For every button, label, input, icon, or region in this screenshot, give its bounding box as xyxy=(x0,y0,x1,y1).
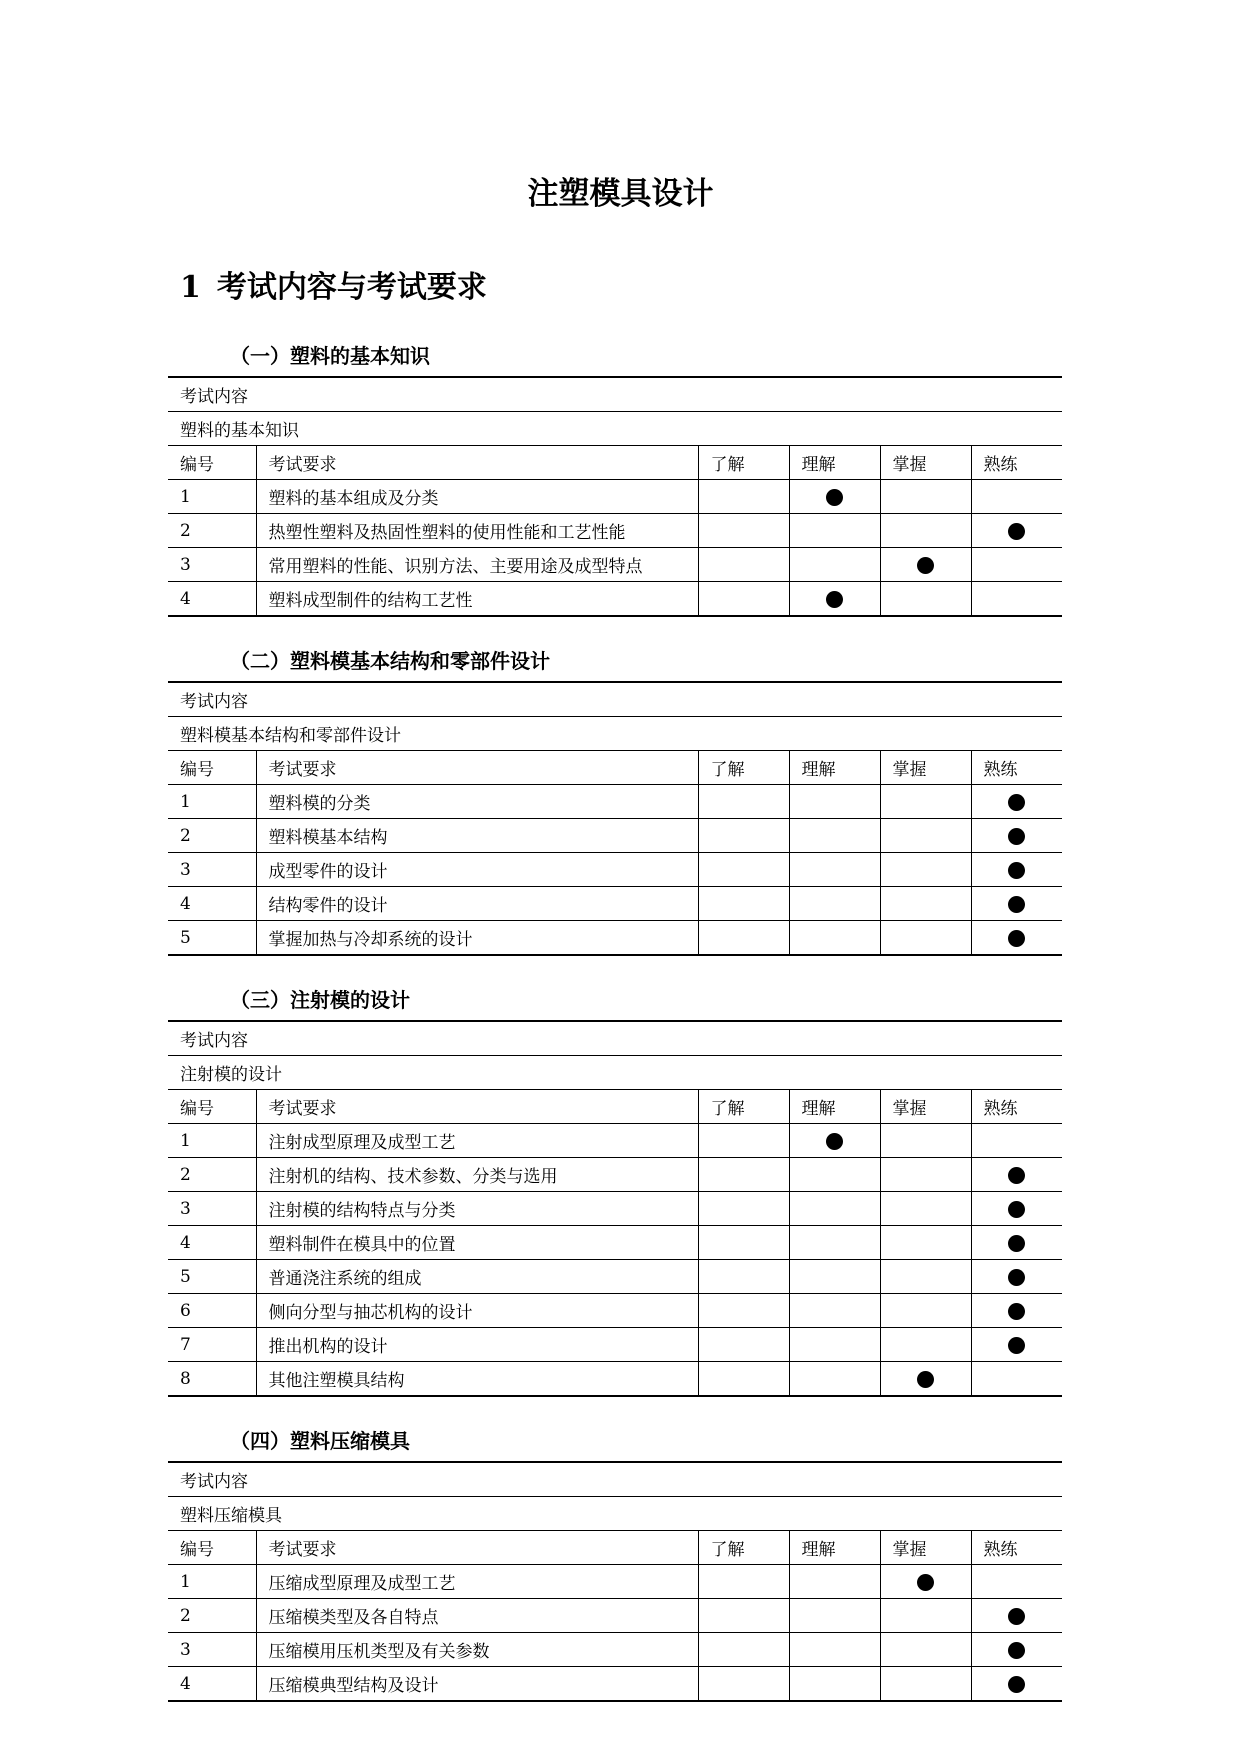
header-level: 理解 xyxy=(789,751,880,785)
level-cell xyxy=(971,853,1062,887)
section-title: （一）塑料的基本知识 xyxy=(230,344,430,368)
level-cell xyxy=(789,785,880,819)
table-row xyxy=(168,921,1062,956)
row-requirement: 压缩模类型及各自特点 xyxy=(256,1599,698,1633)
table-row xyxy=(168,582,1062,617)
row-number: 8 xyxy=(168,1362,256,1397)
level-cell xyxy=(880,921,971,956)
filled-dot-icon xyxy=(1008,1235,1025,1252)
table-row xyxy=(168,1158,1062,1192)
level-cell xyxy=(698,514,789,548)
level-cell xyxy=(971,1226,1062,1260)
row-number: 4 xyxy=(168,1667,256,1702)
filled-dot-icon xyxy=(917,1574,934,1591)
document-title: 注塑模具设计 xyxy=(527,176,714,212)
row-requirement: 侧向分型与抽芯机构的设计 xyxy=(256,1294,698,1328)
content-label-row xyxy=(168,377,1062,412)
level-cell xyxy=(698,853,789,887)
exam-section xyxy=(168,988,1061,1397)
header-row xyxy=(168,751,1062,785)
table-row xyxy=(168,1124,1062,1158)
level-cell xyxy=(880,887,971,921)
row-requirement: 成型零件的设计 xyxy=(256,853,698,887)
row-number: 1 xyxy=(168,1124,256,1158)
level-cell xyxy=(698,548,789,582)
row-requirement: 掌握加热与冷却系统的设计 xyxy=(256,921,698,956)
filled-dot-icon xyxy=(1008,1303,1025,1320)
level-cell xyxy=(971,1124,1062,1158)
level-cell xyxy=(698,1599,789,1633)
topic-row xyxy=(168,1056,1062,1090)
content-label: 考试内容 xyxy=(168,682,1062,717)
header-row xyxy=(168,1090,1062,1124)
filled-dot-icon xyxy=(1008,1676,1025,1693)
level-cell xyxy=(880,785,971,819)
content-label-row xyxy=(168,1462,1062,1497)
table-row xyxy=(168,1226,1062,1260)
level-cell xyxy=(789,1226,880,1260)
level-cell xyxy=(971,1667,1062,1702)
level-cell xyxy=(789,1260,880,1294)
section-heading-number: 1 xyxy=(180,270,201,305)
row-requirement: 结构零件的设计 xyxy=(256,887,698,921)
level-cell xyxy=(971,1565,1062,1599)
header-requirement: 考试要求 xyxy=(256,446,698,480)
level-cell xyxy=(698,1158,789,1192)
level-cell xyxy=(971,1260,1062,1294)
row-requirement: 常用塑料的性能、识别方法、主要用途及成型特点 xyxy=(256,548,698,582)
header-level: 了解 xyxy=(698,1090,789,1124)
row-number: 4 xyxy=(168,1226,256,1260)
level-cell xyxy=(880,1192,971,1226)
row-requirement: 压缩模用压机类型及有关参数 xyxy=(256,1633,698,1667)
header-no: 编号 xyxy=(168,1531,256,1565)
row-number: 4 xyxy=(168,582,256,617)
level-cell xyxy=(971,548,1062,582)
header-requirement: 考试要求 xyxy=(256,1531,698,1565)
level-cell xyxy=(698,1362,789,1397)
row-number: 2 xyxy=(168,1599,256,1633)
row-number: 7 xyxy=(168,1328,256,1362)
filled-dot-icon xyxy=(1008,1167,1025,1184)
level-cell xyxy=(789,1362,880,1397)
filled-dot-icon xyxy=(1008,1608,1025,1625)
level-cell xyxy=(971,1633,1062,1667)
header-level: 了解 xyxy=(698,1531,789,1565)
level-cell xyxy=(698,480,789,514)
level-cell xyxy=(789,1667,880,1702)
header-level: 理解 xyxy=(789,1090,880,1124)
header-level: 了解 xyxy=(698,751,789,785)
level-cell xyxy=(789,1599,880,1633)
table-row xyxy=(168,514,1062,548)
level-cell xyxy=(789,1192,880,1226)
row-number: 3 xyxy=(168,548,256,582)
level-cell xyxy=(880,548,971,582)
topic-cell: 注射模的设计 xyxy=(168,1056,1062,1090)
filled-dot-icon xyxy=(1008,862,1025,879)
header-row xyxy=(168,446,1062,480)
level-cell xyxy=(971,921,1062,956)
row-number: 5 xyxy=(168,921,256,956)
row-number: 1 xyxy=(168,480,256,514)
level-cell xyxy=(971,1362,1062,1397)
level-cell xyxy=(698,887,789,921)
row-requirement: 压缩模典型结构及设计 xyxy=(256,1667,698,1702)
requirements-table xyxy=(168,1461,1062,1702)
content-label-row xyxy=(168,1021,1062,1056)
level-cell xyxy=(880,514,971,548)
level-cell xyxy=(789,1565,880,1599)
row-requirement: 注射模的结构特点与分类 xyxy=(256,1192,698,1226)
exam-section xyxy=(168,344,1061,617)
row-requirement: 注射机的结构、技术参数、分类与选用 xyxy=(256,1158,698,1192)
header-level: 熟练 xyxy=(971,446,1062,480)
level-cell xyxy=(789,582,880,617)
topic-cell: 塑料的基本知识 xyxy=(168,412,1062,446)
section-title: （四）塑料压缩模具 xyxy=(230,1429,410,1453)
level-cell xyxy=(880,1226,971,1260)
row-requirement: 塑料的基本组成及分类 xyxy=(256,480,698,514)
row-requirement: 塑料模的分类 xyxy=(256,785,698,819)
level-cell xyxy=(971,785,1062,819)
filled-dot-icon xyxy=(1008,1269,1025,1286)
level-cell xyxy=(698,921,789,956)
table-row xyxy=(168,887,1062,921)
level-cell xyxy=(789,1294,880,1328)
header-level: 理解 xyxy=(789,1531,880,1565)
level-cell xyxy=(789,1328,880,1362)
section-title: （二）塑料模基本结构和零部件设计 xyxy=(230,649,550,673)
level-cell xyxy=(971,1328,1062,1362)
level-cell xyxy=(698,1633,789,1667)
level-cell xyxy=(880,480,971,514)
level-cell xyxy=(789,1633,880,1667)
level-cell xyxy=(698,1226,789,1260)
filled-dot-icon xyxy=(1008,794,1025,811)
level-cell xyxy=(971,1192,1062,1226)
level-cell xyxy=(789,819,880,853)
level-cell xyxy=(880,1294,971,1328)
level-cell xyxy=(880,582,971,617)
content-label-row xyxy=(168,682,1062,717)
level-cell xyxy=(698,1192,789,1226)
filled-dot-icon xyxy=(826,591,843,608)
level-cell xyxy=(971,1294,1062,1328)
topic-cell: 塑料模基本结构和零部件设计 xyxy=(168,717,1062,751)
requirements-table xyxy=(168,376,1062,617)
level-cell xyxy=(880,1667,971,1702)
header-level: 熟练 xyxy=(971,1090,1062,1124)
topic-row xyxy=(168,1497,1062,1531)
table-row xyxy=(168,819,1062,853)
filled-dot-icon xyxy=(1008,896,1025,913)
table-row xyxy=(168,853,1062,887)
requirements-table xyxy=(168,1020,1062,1397)
content-label: 考试内容 xyxy=(168,1462,1062,1497)
row-number: 1 xyxy=(168,785,256,819)
level-cell xyxy=(880,1158,971,1192)
header-requirement: 考试要求 xyxy=(256,751,698,785)
level-cell xyxy=(880,1599,971,1633)
level-cell xyxy=(880,819,971,853)
section-title: （三）注射模的设计 xyxy=(230,988,410,1012)
level-cell xyxy=(971,514,1062,548)
row-number: 2 xyxy=(168,514,256,548)
header-requirement: 考试要求 xyxy=(256,1090,698,1124)
level-cell xyxy=(789,921,880,956)
level-cell xyxy=(789,887,880,921)
row-requirement: 普通浇注系统的组成 xyxy=(256,1260,698,1294)
header-level: 熟练 xyxy=(971,751,1062,785)
level-cell xyxy=(789,853,880,887)
table-row xyxy=(168,1328,1062,1362)
table-row xyxy=(168,1599,1062,1633)
level-cell xyxy=(971,480,1062,514)
header-level: 理解 xyxy=(789,446,880,480)
header-no: 编号 xyxy=(168,751,256,785)
content-label: 考试内容 xyxy=(168,377,1062,412)
row-requirement: 其他注塑模具结构 xyxy=(256,1362,698,1397)
filled-dot-icon xyxy=(1008,1201,1025,1218)
topic-row xyxy=(168,412,1062,446)
exam-section xyxy=(168,1429,1061,1702)
table-row xyxy=(168,1565,1062,1599)
content-label: 考试内容 xyxy=(168,1021,1062,1056)
level-cell xyxy=(880,1362,971,1397)
table-row xyxy=(168,1294,1062,1328)
row-number: 2 xyxy=(168,1158,256,1192)
row-number: 5 xyxy=(168,1260,256,1294)
header-level: 掌握 xyxy=(880,1090,971,1124)
level-cell xyxy=(971,819,1062,853)
header-no: 编号 xyxy=(168,1090,256,1124)
row-requirement: 推出机构的设计 xyxy=(256,1328,698,1362)
level-cell xyxy=(789,1124,880,1158)
header-level: 了解 xyxy=(698,446,789,480)
row-number: 6 xyxy=(168,1294,256,1328)
level-cell xyxy=(880,1260,971,1294)
header-level: 掌握 xyxy=(880,446,971,480)
header-row xyxy=(168,1531,1062,1565)
level-cell xyxy=(789,514,880,548)
table-row xyxy=(168,785,1062,819)
row-requirement: 塑料模基本结构 xyxy=(256,819,698,853)
level-cell xyxy=(789,480,880,514)
row-number: 3 xyxy=(168,1192,256,1226)
row-requirement: 热塑性塑料及热固性塑料的使用性能和工艺性能 xyxy=(256,514,698,548)
row-number: 1 xyxy=(168,1565,256,1599)
level-cell xyxy=(789,1158,880,1192)
filled-dot-icon xyxy=(826,1133,843,1150)
header-no: 编号 xyxy=(168,446,256,480)
level-cell xyxy=(880,1124,971,1158)
topic-row xyxy=(168,717,1062,751)
row-requirement: 注射成型原理及成型工艺 xyxy=(256,1124,698,1158)
filled-dot-icon xyxy=(1008,523,1025,540)
filled-dot-icon xyxy=(917,1371,934,1388)
filled-dot-icon xyxy=(1008,1642,1025,1659)
table-row xyxy=(168,1192,1062,1226)
filled-dot-icon xyxy=(1008,828,1025,845)
level-cell xyxy=(971,1599,1062,1633)
level-cell xyxy=(880,1328,971,1362)
table-row xyxy=(168,1633,1062,1667)
level-cell xyxy=(698,1565,789,1599)
level-cell xyxy=(880,1565,971,1599)
table-row xyxy=(168,480,1062,514)
section-heading xyxy=(180,262,487,306)
level-cell xyxy=(971,1158,1062,1192)
table-row xyxy=(168,1260,1062,1294)
level-cell xyxy=(971,582,1062,617)
level-cell xyxy=(698,582,789,617)
filled-dot-icon xyxy=(1008,930,1025,947)
header-level: 熟练 xyxy=(971,1531,1062,1565)
level-cell xyxy=(698,1328,789,1362)
row-requirement: 压缩成型原理及成型工艺 xyxy=(256,1565,698,1599)
row-number: 3 xyxy=(168,853,256,887)
level-cell xyxy=(698,785,789,819)
row-requirement: 塑料制件在模具中的位置 xyxy=(256,1226,698,1260)
header-level: 掌握 xyxy=(880,751,971,785)
row-number: 2 xyxy=(168,819,256,853)
level-cell xyxy=(698,1294,789,1328)
level-cell xyxy=(698,1667,789,1702)
level-cell xyxy=(698,1124,789,1158)
level-cell xyxy=(880,1633,971,1667)
requirements-table xyxy=(168,681,1062,956)
exam-section xyxy=(168,649,1061,956)
level-cell xyxy=(698,1260,789,1294)
section-heading-text: 考试内容与考试要求 xyxy=(216,270,487,305)
row-number: 3 xyxy=(168,1633,256,1667)
level-cell xyxy=(698,819,789,853)
row-number: 4 xyxy=(168,887,256,921)
filled-dot-icon xyxy=(917,557,934,574)
table-row xyxy=(168,1362,1062,1397)
table-row xyxy=(168,548,1062,582)
row-requirement: 塑料成型制件的结构工艺性 xyxy=(256,582,698,617)
header-level: 掌握 xyxy=(880,1531,971,1565)
level-cell xyxy=(789,548,880,582)
level-cell xyxy=(971,887,1062,921)
filled-dot-icon xyxy=(1008,1337,1025,1354)
table-row xyxy=(168,1667,1062,1702)
filled-dot-icon xyxy=(826,489,843,506)
level-cell xyxy=(880,853,971,887)
topic-cell: 塑料压缩模具 xyxy=(168,1497,1062,1531)
